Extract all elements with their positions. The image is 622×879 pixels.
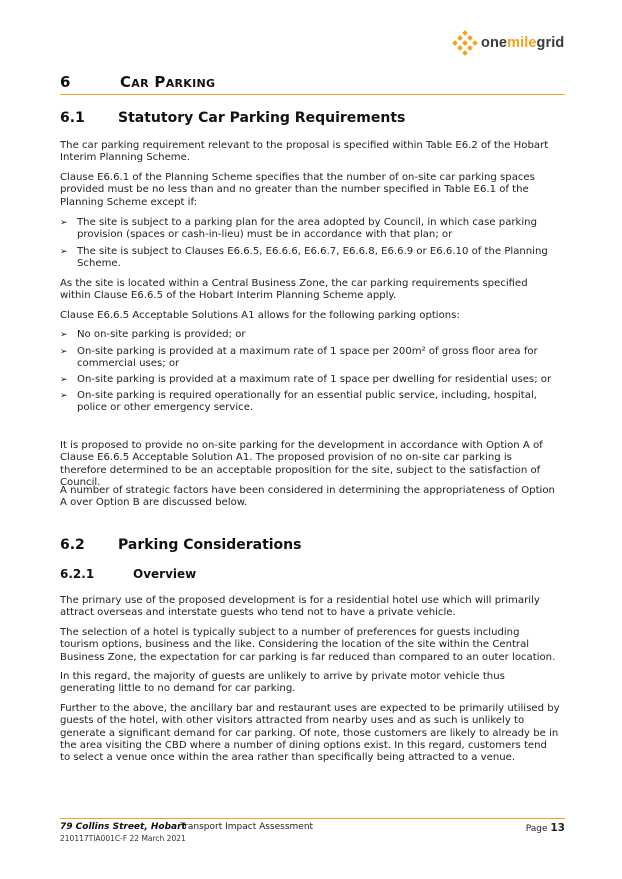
paragraph: The selection of a hotel is typically subject to a number of preferences for guests including tourism options, business and the like. Considering the location of the site within the Central Business Zone, the expectation for car parking is far reduced than compared to an outer location. bbox=[60, 627, 556, 663]
bullet-arrow-icon: ➢ bbox=[60, 247, 68, 257]
logo-wordmark: onemilegrid bbox=[481, 35, 565, 51]
paragraph: As the site is located within a Central Business Zone, the car parking requirements specified within Clause E6.6.5 of the Hobart Interim Planning Scheme apply. bbox=[60, 278, 528, 302]
paragraph: Clause E6.6.5 Acceptable Solutions A1 allows for the following parking options: bbox=[60, 310, 460, 321]
paragraph: The car parking requirement relevant to the proposal is specified within Table E6.2 of the Hobart Interim Planning Scheme. bbox=[60, 140, 549, 164]
bullet-arrow-icon: ➢ bbox=[60, 330, 68, 340]
list-item: ➢ No on-site parking is provided; or bbox=[60, 329, 246, 340]
paragraph: In this regard, the majority of guests are unlikely to arrive by private motor vehicle thus generating little to no demand for car parking. bbox=[60, 671, 505, 695]
subsection-heading-6-2-1: 6.2.1 Overview bbox=[60, 567, 197, 581]
logo-grid-icon bbox=[452, 30, 478, 56]
page-number: Page 13 bbox=[525, 822, 565, 834]
section-heading-6-1: 6.1 Statutory Car Parking Requirements bbox=[60, 110, 406, 126]
bullet-arrow-icon: ➢ bbox=[60, 375, 68, 385]
list-item: ➢ On-site parking is provided at a maximum rate of 1 space per dwelling for residential uses; or bbox=[60, 374, 552, 385]
footer-document-title: Transport Impact Assessment bbox=[180, 822, 314, 832]
bullet-arrow-icon: ➢ bbox=[60, 391, 68, 401]
list-item: ➢ On-site parking is provided at a maximum rate of 1 space per 200m² of gross floor area for commercial uses; or bbox=[60, 346, 538, 370]
list-item: ➢ The site is subject to Clauses E6.6.5, E6.6.6, E6.6.7, E6.6.8, E6.6.9 or E6.6.10 of the Planning Scheme. bbox=[60, 246, 548, 270]
bullet-arrow-icon: ➢ bbox=[60, 218, 68, 228]
paragraph: A number of strategic factors have been considered in determining the appropriateness of Option A over Option B are discussed below. bbox=[60, 485, 555, 509]
onemilegrid-logo bbox=[452, 30, 602, 56]
paragraph: It is proposed to provide no on-site parking for the development in accordance with Option A of Clause E6.6.5 Acceptable Solution A1. The proposed provision of no on-site car parking is therefore determined to be an acceptable proposition for the site, subject to the satisfaction of Council. bbox=[60, 440, 543, 488]
chapter-heading bbox=[60, 73, 565, 95]
chapter-title: Car Parking bbox=[120, 73, 216, 91]
list-item: ➢ On-site parking is required operationally for an essential public service, including, hospital, police or other emergency service. bbox=[60, 390, 537, 414]
paragraph: Clause E6.6.1 of the Planning Scheme specifies that the number of on-site car parking spaces provided must be no less than and no greater than the number specified in Table E6.1 of the Planning Scheme except if: bbox=[60, 172, 535, 208]
paragraph: Further to the above, the ancillary bar and restaurant uses are expected to be primarily utilised by guests of the hotel, with other visitors attracted from nearby uses and as such is unlikely to generate a significant demand for car parking. Of note, those customers are likely to already be in the area visiting the CBD where a number of dining options exist. In this regard, customers tend to select a venue once within the area rather than specifically being attracted to a venue. bbox=[60, 703, 560, 764]
bullet-arrow-icon: ➢ bbox=[60, 347, 68, 357]
paragraph: The primary use of the proposed development is for a residential hotel use which will primarily attract overseas and interstate guests who tend not to have a private vehicle. bbox=[60, 595, 540, 619]
footer-reference: 210117TIA001C-F 22 March 2021 bbox=[60, 834, 186, 843]
footer-divider bbox=[60, 818, 565, 819]
list-item: ➢ The site is subject to a parking plan for the area adopted by Council, in which case parking provision (spaces or cash-in-lieu) must be in accordance with that plan; or bbox=[60, 217, 537, 241]
footer-address: 79 Collins Street, Hobart bbox=[60, 822, 186, 832]
section-heading-6-2: 6.2 Parking Considerations bbox=[60, 537, 302, 553]
chapter-number: 6 bbox=[60, 73, 71, 91]
